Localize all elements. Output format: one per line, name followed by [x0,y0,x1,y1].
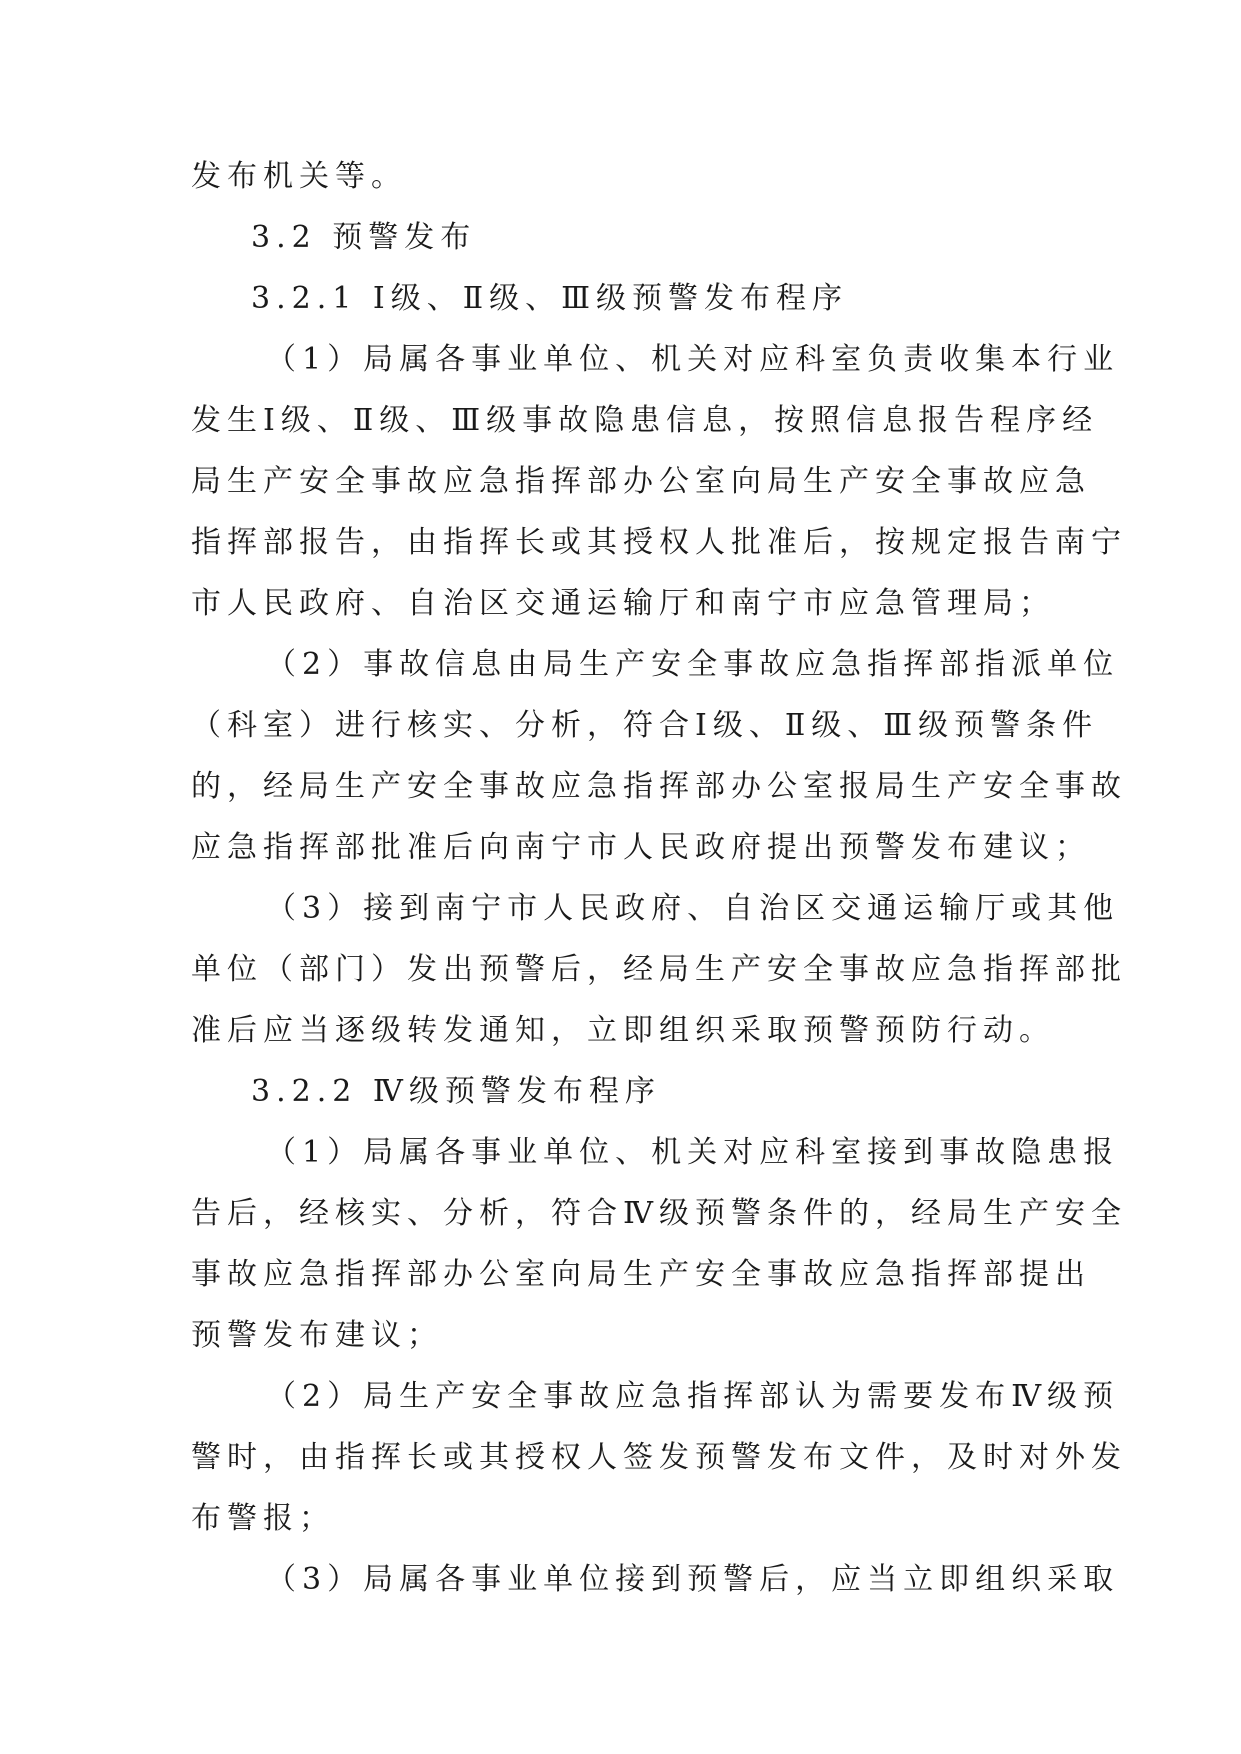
text-line: （1）局属各事业单位、机关对应科室接到事故隐患报 [266,1135,1120,1170]
text-line: 告后，经核实、分析，符合Ⅳ级预警条件的，经局生产安全 [191,1196,1127,1231]
text-line: 局生产安全事故应急指挥部办公室向局生产安全事故应急 [191,464,1091,499]
text-line: 市人民政府、自治区交通运输厅和南宁市应急管理局； [191,586,1055,621]
text-line: 布警报； [191,1501,335,1536]
text-line: 应急指挥部批准后向南宁市人民政府提出预警发布建议； [191,830,1091,865]
text-line: 发布机关等。 [191,159,407,194]
document-body [191,146,1127,1610]
section-heading: 3.2 预警发布 [251,220,477,255]
text-line: 指挥部报告，由指挥长或其授权人批准后，按规定报告南宁 [191,525,1127,560]
text-line: （1）局属各事业单位、机关对应科室负责收集本行业 [266,342,1120,377]
text-line: 发生Ⅰ级、Ⅱ级、Ⅲ级事故隐患信息，按照信息报告程序经 [191,403,1099,438]
subsection-heading: 3.2.2 Ⅳ级预警发布程序 [251,1074,661,1109]
text-line: 警时，由指挥长或其授权人签发预警发布文件，及时对外发 [191,1440,1127,1475]
text-line: 预警发布建议； [191,1318,443,1353]
text-line: 的，经局生产安全事故应急指挥部办公室报局生产安全事故 [191,769,1127,804]
text-line: 单位（部门）发出预警后，经局生产安全事故应急指挥部批 [191,952,1127,987]
text-line: （2）局生产安全事故应急指挥部认为需要发布Ⅳ级预 [266,1379,1120,1414]
text-line: （3）局属各事业单位接到预警后，应当立即组织采取 [266,1562,1120,1597]
text-line: 准后应当逐级转发通知，立即组织采取预警预防行动。 [191,1013,1055,1048]
text-line: （2）事故信息由局生产安全事故应急指挥部指派单位 [266,647,1120,682]
text-line: （3）接到南宁市人民政府、自治区交通运输厅或其他 [266,891,1120,926]
text-line: 事故应急指挥部办公室向局生产安全事故应急指挥部提出 [191,1257,1091,1292]
text-line: （科室）进行核实、分析，符合Ⅰ级、Ⅱ级、Ⅲ级预警条件 [191,708,1099,743]
subsection-heading: 3.2.1 Ⅰ级、Ⅱ级、Ⅲ级预警发布程序 [251,281,849,316]
